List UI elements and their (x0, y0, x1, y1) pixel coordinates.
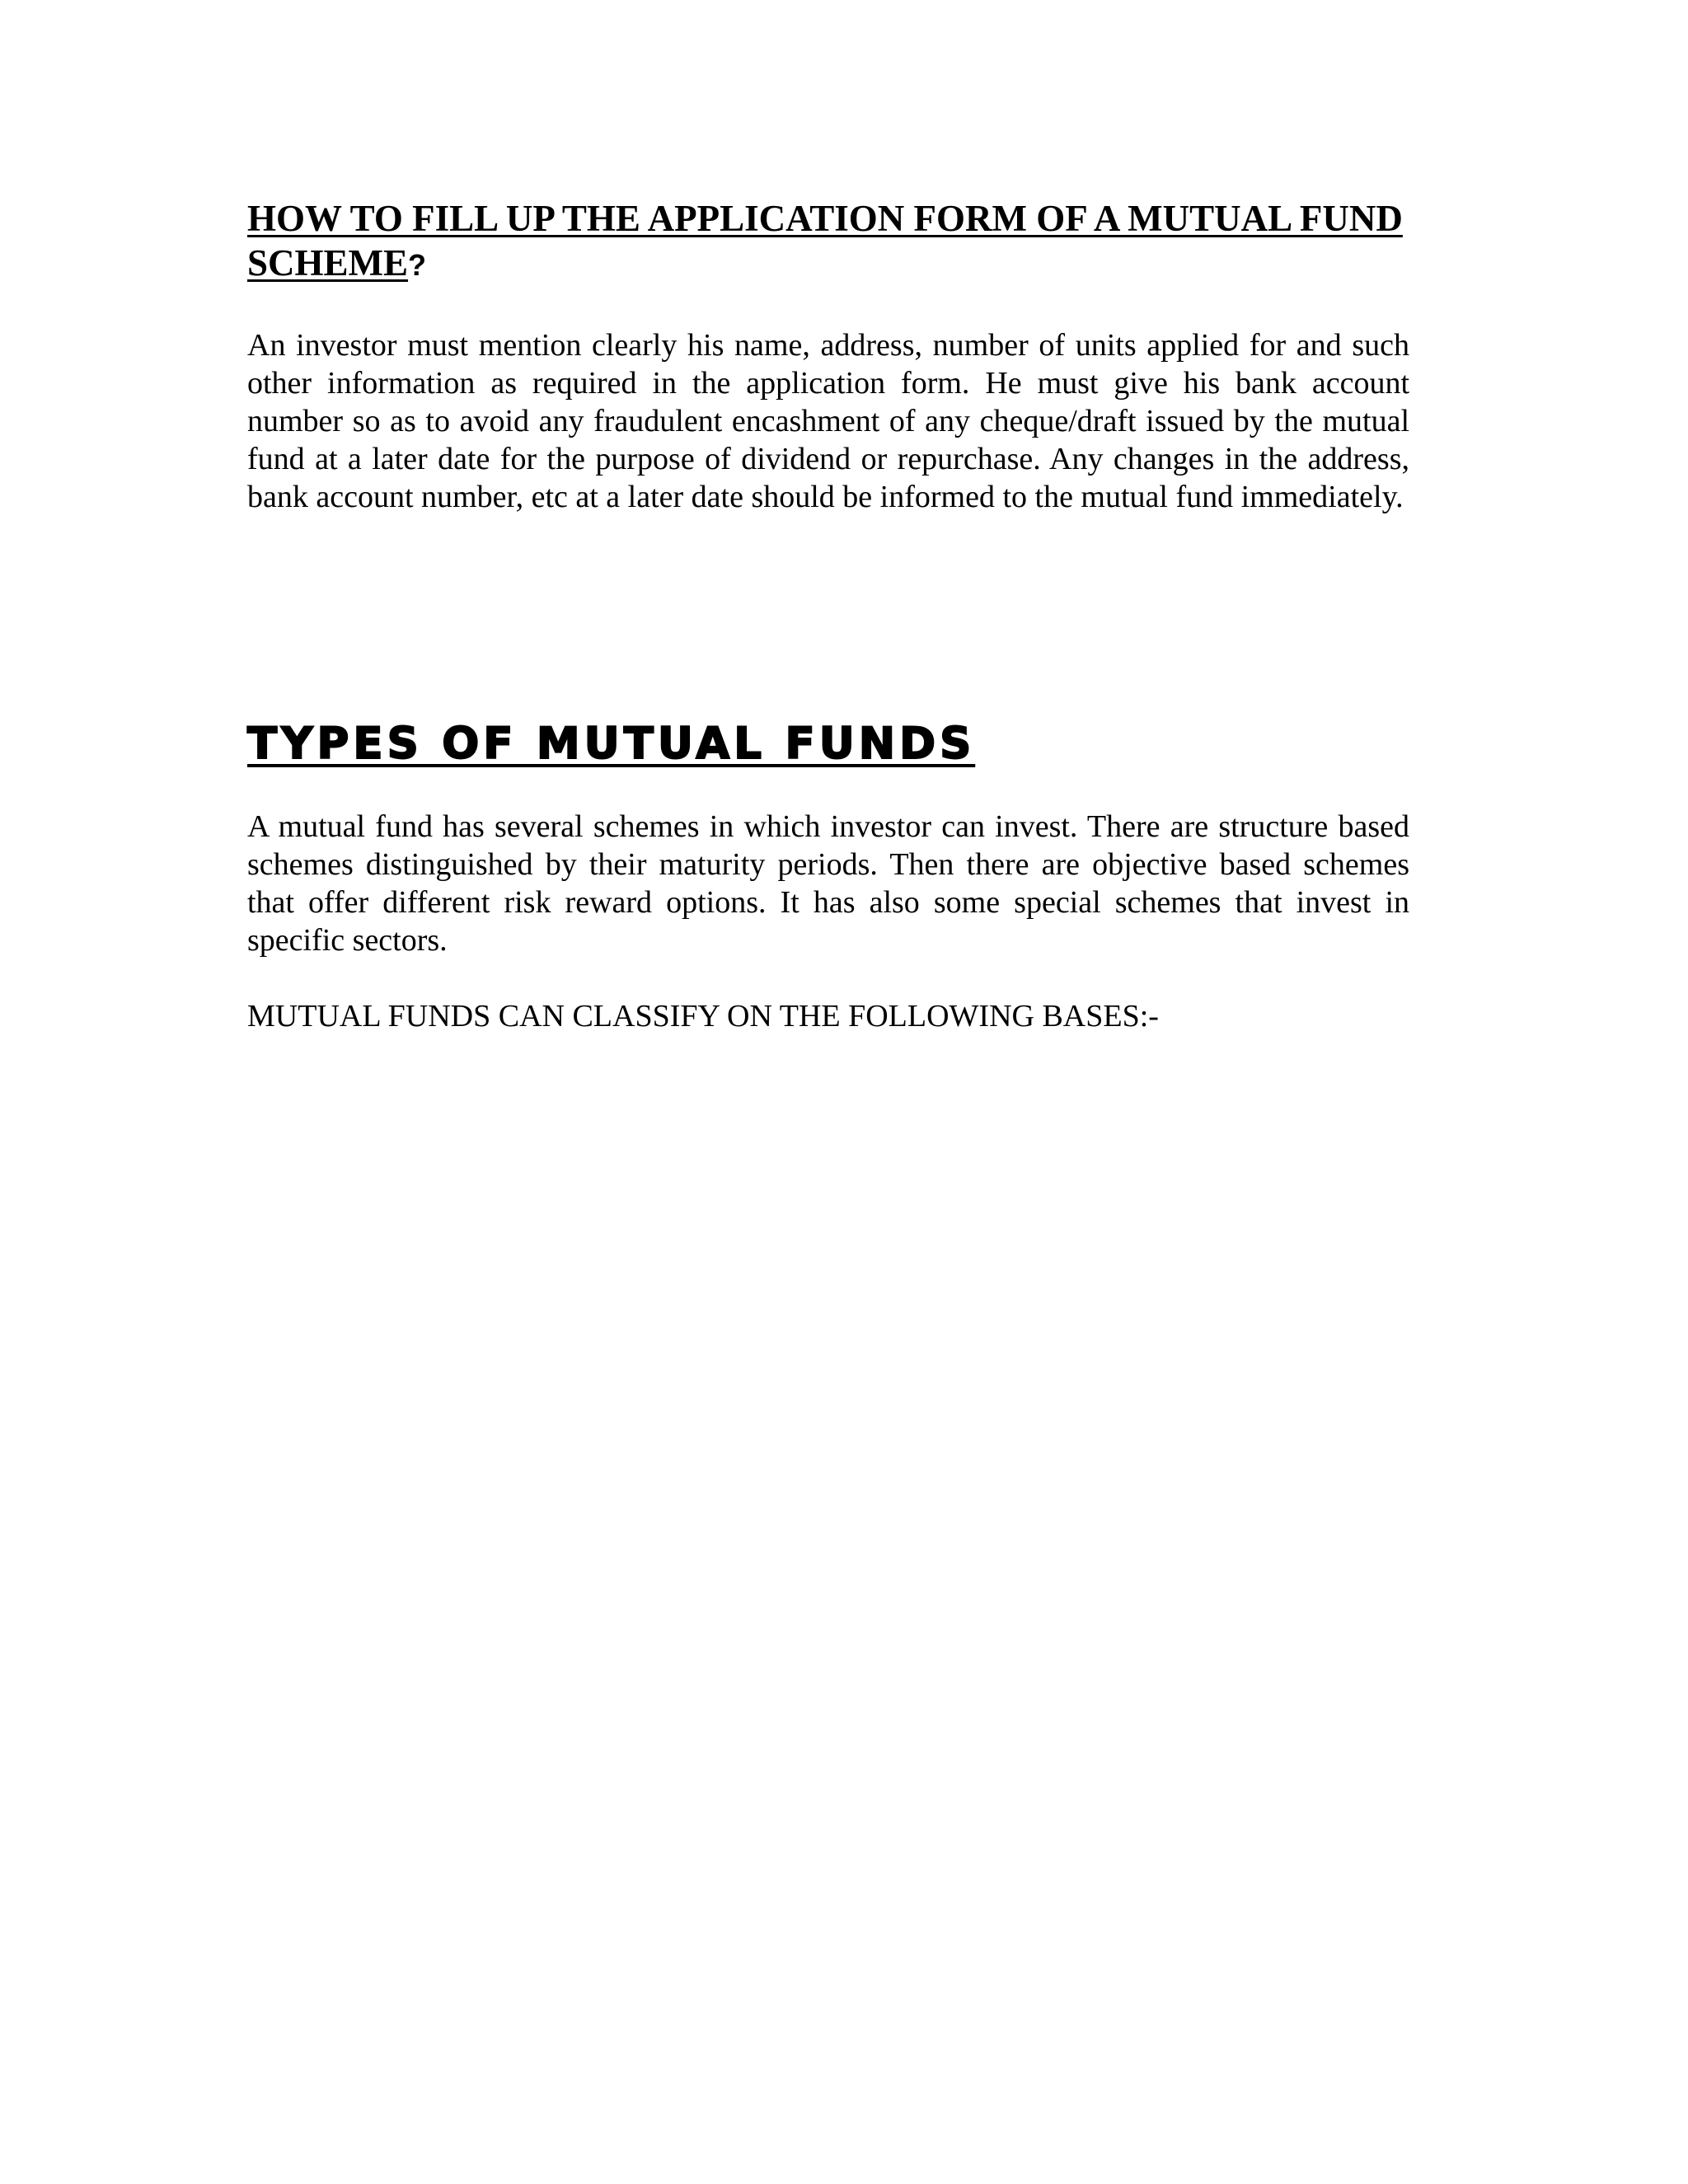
types-of-mutual-funds-paragraph: A mutual fund has several schemes in which investor can invest. There are structure based schemes distinguished by their maturity periods. Then there are objective based schemes that offer different risk reward options. It has also some special schemes that invest in specific sectors. (247, 809, 1409, 958)
types-of-mutual-funds-heading: TYPES OF MUTUAL FUNDS (247, 719, 976, 769)
classification-bases-line: MUTUAL FUNDS CAN CLASSIFY ON THE FOLLOWING BASES:- (247, 999, 1159, 1033)
application-form-paragraph: An investor must mention clearly his name, address, number of units applied for and such other information as required in the application form. He must give his bank account number so as to avoid any fraudulent encashment of any cheque/draft issued by the mutual fund at a later date for the purpose of dividend or repurchase. Any changes in the address, bank account number, etc at a later date should be informed to the mutual fund immediately. (247, 328, 1409, 514)
application-form-heading-text: HOW TO FILL UP THE APPLICATION FORM OF A MUTUAL FUND SCHEME (247, 198, 1403, 284)
application-form-heading (247, 196, 1418, 288)
application-form-heading-question-mark: ? (408, 248, 427, 282)
